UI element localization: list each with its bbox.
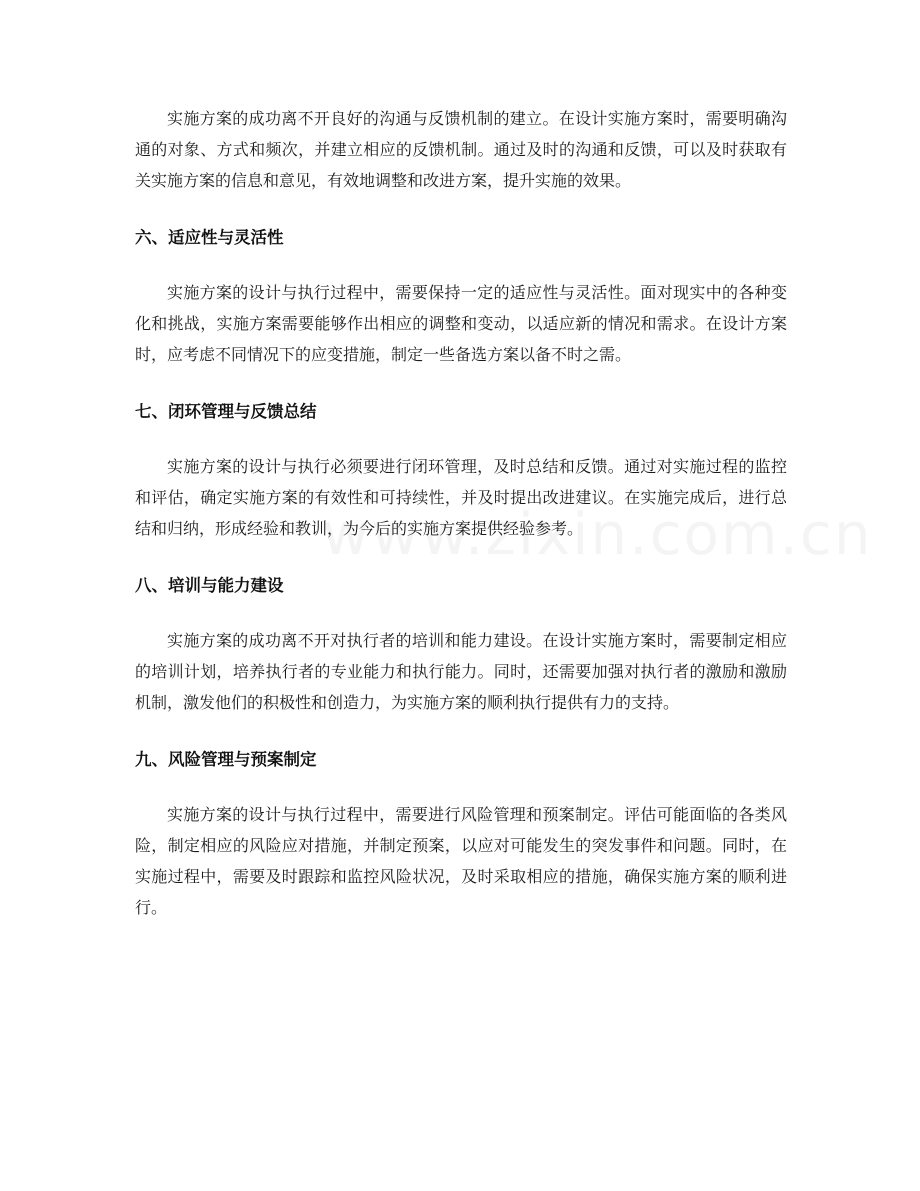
section-heading-9: 九、风险管理与预案制定 xyxy=(135,750,317,769)
intro-paragraph: 实施方案的成功离不开良好的沟通与反馈机制的建立。在设计实施方案时，需要明确沟通的对象、方式和频次，并建立相应的反馈机制。通过及时的沟通和反馈，可以及时获取有关实施方案的信息和意见，有效地调整和改进方案，提升实施的效果。 xyxy=(135,109,787,190)
section-heading-8: 八、培训与能力建设 xyxy=(135,576,284,595)
document-body xyxy=(135,103,787,923)
section-body-9: 实施方案的设计与执行过程中，需要进行风险管理和预案制定。评估可能面临的各类风险，制定相应的风险应对措施，并制定预案，以应对可能发生的突发事件和问题。同时，在实施过程中，需要及时跟踪和监控风险状况，及时采取相应的措施，确保实施方案的顺利进行。 xyxy=(135,805,787,917)
section-body-6: 实施方案的设计与执行过程中，需要保持一定的适应性与灵活性。面对现实中的各种变化和挑战，实施方案需要能够作出相应的调整和变动，以适应新的情况和需求。在设计方案时，应考虑不同情况下的应变措施，制定一些备选方案以备不时之需。 xyxy=(135,283,787,364)
section-body-7: 实施方案的设计与执行必须要进行闭环管理，及时总结和反馈。通过对实施过程的监控和评估，确定实施方案的有效性和可持续性，并及时提出改进建议。在实施完成后，进行总结和归纳，形成经验和教训，为今后的实施方案提供经验参考。 xyxy=(135,457,787,538)
section-body-8: 实施方案的成功离不开对执行者的培训和能力建设。在设计实施方案时，需要制定相应的培训计划，培养执行者的专业能力和执行能力。同时，还需要加强对执行者的激励和激励机制，激发他们的积极性和创造力，为实施方案的顺利执行提供有力的支持。 xyxy=(135,631,787,712)
section-heading-7: 七、闭环管理与反馈总结 xyxy=(135,402,317,421)
section-heading-6: 六、适应性与灵活性 xyxy=(135,228,284,247)
